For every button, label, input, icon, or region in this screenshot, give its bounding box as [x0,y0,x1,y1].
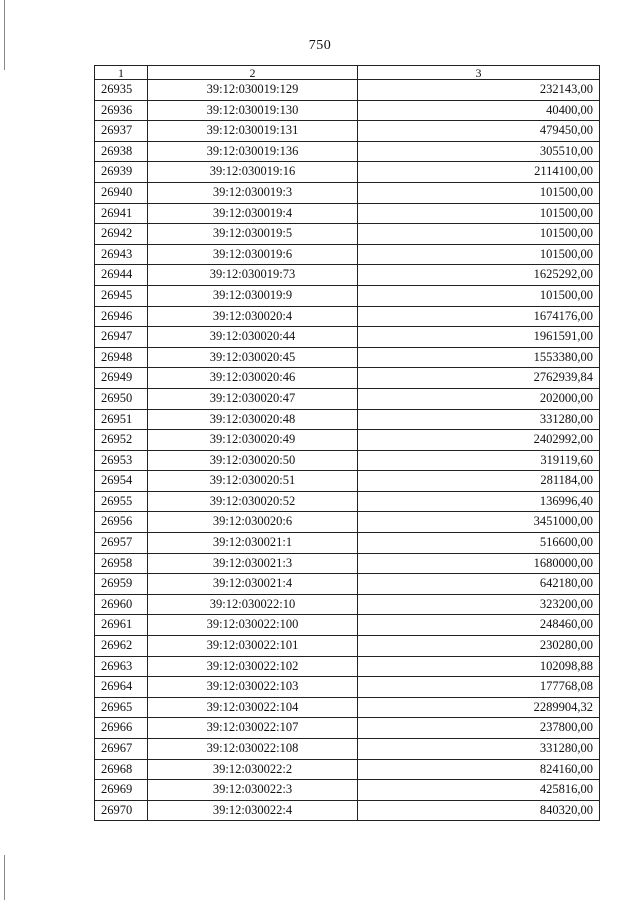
table-row [95,430,600,451]
header-row [95,66,600,80]
row-number-cell: 26949 [95,368,148,389]
row-number-cell: 26948 [95,347,148,368]
row-number-cell: 26937 [95,121,148,142]
cadastral-number-cell: 39:12:030020:47 [148,388,358,409]
row-number-cell: 26954 [95,471,148,492]
table-row [95,327,600,348]
column-header-2: 2 [148,66,358,80]
cadastral-number-cell: 39:12:030022:101 [148,636,358,657]
column-header-3: 3 [358,66,600,80]
row-number-cell: 26958 [95,553,148,574]
table-row [95,80,600,101]
value-cell: 1674176,00 [358,306,600,327]
table-row [95,100,600,121]
value-cell: 101500,00 [358,203,600,224]
cadastral-number-cell: 39:12:030020:51 [148,471,358,492]
cadastral-number-cell: 39:12:030020:46 [148,368,358,389]
cadastral-number-cell: 39:12:030019:4 [148,203,358,224]
row-number-cell: 26935 [95,80,148,101]
cadastral-number-cell: 39:12:030019:9 [148,285,358,306]
cadastral-number-cell: 39:12:030022:103 [148,677,358,698]
cadastral-number-cell: 39:12:030019:3 [148,182,358,203]
value-cell: 479450,00 [358,121,600,142]
table-row [95,533,600,554]
table-header [95,66,600,80]
value-cell: 1553380,00 [358,347,600,368]
column-header-1: 1 [95,66,148,80]
table-row [95,409,600,430]
row-number-cell: 26961 [95,615,148,636]
row-number-cell: 26939 [95,162,148,183]
cadastral-number-cell: 39:12:030021:3 [148,553,358,574]
table-row [95,739,600,760]
row-number-cell: 26941 [95,203,148,224]
cadastral-number-cell: 39:12:030020:52 [148,491,358,512]
table-row [95,182,600,203]
row-number-cell: 26963 [95,656,148,677]
row-number-cell: 26940 [95,182,148,203]
table-row [95,265,600,286]
value-cell: 331280,00 [358,739,600,760]
row-number-cell: 26966 [95,718,148,739]
value-cell: 2289904,32 [358,697,600,718]
cadastral-number-cell: 39:12:030019:130 [148,100,358,121]
cadastral-number-cell: 39:12:030020:48 [148,409,358,430]
row-number-cell: 26946 [95,306,148,327]
row-number-cell: 26950 [95,388,148,409]
cadastral-number-cell: 39:12:030019:131 [148,121,358,142]
registry-table [94,65,600,821]
cadastral-number-cell: 39:12:030022:104 [148,697,358,718]
table-row [95,450,600,471]
row-number-cell: 26959 [95,574,148,595]
cadastral-number-cell: 39:12:030019:5 [148,224,358,245]
table-row [95,203,600,224]
page-number: 750 [308,38,332,53]
cadastral-number-cell: 39:12:030022:3 [148,780,358,801]
cadastral-number-cell: 39:12:030022:10 [148,594,358,615]
row-number-cell: 26968 [95,759,148,780]
value-cell: 230280,00 [358,636,600,657]
table-row [95,224,600,245]
value-cell: 202000,00 [358,388,600,409]
cadastral-number-cell: 39:12:030020:49 [148,430,358,451]
value-cell: 1961591,00 [358,327,600,348]
value-cell: 101500,00 [358,285,600,306]
table-row [95,553,600,574]
row-number-cell: 26965 [95,697,148,718]
table-row [95,244,600,265]
table-row [95,121,600,142]
value-cell: 1625292,00 [358,265,600,286]
binding-margin-mark [4,855,5,900]
value-cell: 2402992,00 [358,430,600,451]
cadastral-number-cell: 39:12:030022:102 [148,656,358,677]
row-number-cell: 26969 [95,780,148,801]
row-number-cell: 26951 [95,409,148,430]
value-cell: 101500,00 [358,244,600,265]
table-row [95,347,600,368]
table-row [95,800,600,821]
table-row [95,677,600,698]
row-number-cell: 26942 [95,224,148,245]
row-number-cell: 26962 [95,636,148,657]
cadastral-number-cell: 39:12:030019:16 [148,162,358,183]
row-number-cell: 26944 [95,265,148,286]
cadastral-number-cell: 39:12:030022:107 [148,718,358,739]
cadastral-number-cell: 39:12:030020:6 [148,512,358,533]
value-cell: 425816,00 [358,780,600,801]
value-cell: 101500,00 [358,224,600,245]
row-number-cell: 26936 [95,100,148,121]
cadastral-number-cell: 39:12:030019:136 [148,141,358,162]
table-row [95,594,600,615]
table-row [95,306,600,327]
table-row [95,718,600,739]
value-cell: 237800,00 [358,718,600,739]
cadastral-number-cell: 39:12:030020:50 [148,450,358,471]
row-number-cell: 26952 [95,430,148,451]
value-cell: 177768,08 [358,677,600,698]
value-cell: 40400,00 [358,100,600,121]
table-row [95,574,600,595]
value-cell: 323200,00 [358,594,600,615]
row-number-cell: 26947 [95,327,148,348]
value-cell: 840320,00 [358,800,600,821]
cadastral-number-cell: 39:12:030020:4 [148,306,358,327]
table-row [95,780,600,801]
row-number-cell: 26953 [95,450,148,471]
value-cell: 305510,00 [358,141,600,162]
table-row [95,512,600,533]
table-row [95,471,600,492]
cadastral-number-cell: 39:12:030019:73 [148,265,358,286]
cadastral-number-cell: 39:12:030020:45 [148,347,358,368]
value-cell: 319119,60 [358,450,600,471]
value-cell: 1680000,00 [358,553,600,574]
row-number-cell: 26938 [95,141,148,162]
row-number-cell: 26943 [95,244,148,265]
table-row [95,388,600,409]
row-number-cell: 26964 [95,677,148,698]
cadastral-number-cell: 39:12:030022:100 [148,615,358,636]
table-row [95,285,600,306]
row-number-cell: 26956 [95,512,148,533]
row-number-cell: 26967 [95,739,148,760]
value-cell: 248460,00 [358,615,600,636]
table-row [95,615,600,636]
cadastral-number-cell: 39:12:030019:129 [148,80,358,101]
cadastral-number-cell: 39:12:030021:1 [148,533,358,554]
cadastral-number-cell: 39:12:030022:4 [148,800,358,821]
value-cell: 281184,00 [358,471,600,492]
value-cell: 331280,00 [358,409,600,430]
row-number-cell: 26957 [95,533,148,554]
value-cell: 101500,00 [358,182,600,203]
table-row [95,368,600,389]
cadastral-number-cell: 39:12:030021:4 [148,574,358,595]
cadastral-number-cell: 39:12:030020:44 [148,327,358,348]
table-body [95,80,600,821]
row-number-cell: 26960 [95,594,148,615]
cadastral-number-cell: 39:12:030022:2 [148,759,358,780]
cadastral-number-cell: 39:12:030019:6 [148,244,358,265]
value-cell: 2114100,00 [358,162,600,183]
row-number-cell: 26945 [95,285,148,306]
value-cell: 2762939,84 [358,368,600,389]
value-cell: 136996,40 [358,491,600,512]
table-row [95,162,600,183]
binding-margin-mark [4,0,5,70]
value-cell: 3451000,00 [358,512,600,533]
table-row [95,656,600,677]
value-cell: 824160,00 [358,759,600,780]
row-number-cell: 26970 [95,800,148,821]
cadastral-number-cell: 39:12:030022:108 [148,739,358,760]
table-row [95,491,600,512]
row-number-cell: 26955 [95,491,148,512]
value-cell: 516600,00 [358,533,600,554]
value-cell: 232143,00 [358,80,600,101]
value-cell: 642180,00 [358,574,600,595]
table-row [95,636,600,657]
table-row [95,141,600,162]
table-row [95,697,600,718]
table-row [95,759,600,780]
value-cell: 102098,88 [358,656,600,677]
